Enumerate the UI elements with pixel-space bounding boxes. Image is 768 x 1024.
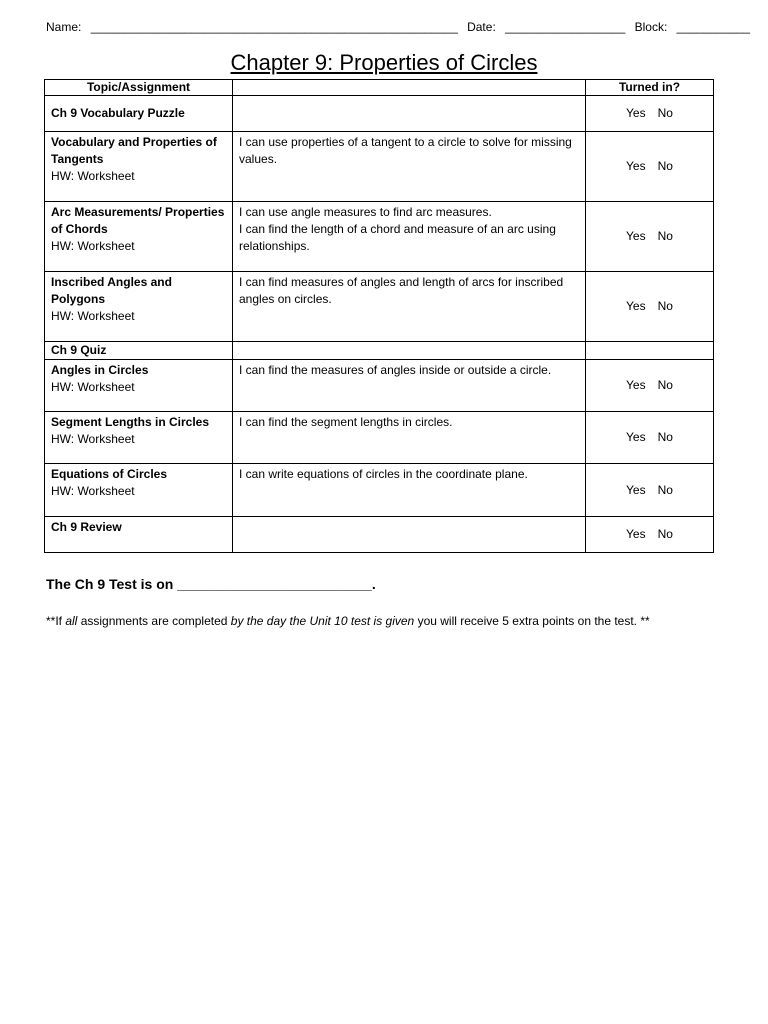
table-row xyxy=(45,464,714,517)
header-turned-in: Turned in? xyxy=(586,80,714,96)
table-row xyxy=(45,342,714,360)
topic-homework: HW: Worksheet xyxy=(51,432,135,446)
goal-cell: I can use properties of a tangent to a circle to solve for missing values. xyxy=(233,132,586,202)
turned-in-cell xyxy=(586,202,714,272)
table-row xyxy=(45,272,714,342)
assignment-table xyxy=(44,79,714,553)
table-row xyxy=(45,517,714,553)
topic-title: Ch 9 Quiz xyxy=(51,343,107,357)
topic-title: Segment Lengths in Circles xyxy=(51,415,210,429)
yes-option[interactable]: Yes xyxy=(626,378,646,392)
topic-title: Ch 9 Review xyxy=(51,520,122,534)
goal-cell: I can use angle measures to find arc measures. I can find the length of a chord and measure of an arc using relationships. xyxy=(233,202,586,272)
turned-in-cell xyxy=(586,517,714,553)
no-option[interactable]: No xyxy=(657,482,673,497)
table-header-row xyxy=(45,80,714,96)
block-label: Block: xyxy=(634,20,668,34)
yes-option[interactable]: Yes xyxy=(626,159,646,173)
turned-in-cell xyxy=(586,342,714,360)
goal-cell xyxy=(233,517,586,553)
note-part: you will receive 5 extra points on the test. ** xyxy=(414,614,650,628)
topic-cell xyxy=(45,272,233,342)
header-goal xyxy=(233,80,586,96)
topic-title: Ch 9 Vocabulary Puzzle xyxy=(51,106,185,120)
no-option[interactable]: No xyxy=(657,106,673,120)
turned-in-cell xyxy=(586,412,714,464)
topic-cell xyxy=(45,202,233,272)
yes-option[interactable]: Yes xyxy=(626,106,646,120)
no-option[interactable]: No xyxy=(657,229,673,243)
note-part: **If xyxy=(46,614,66,628)
yes-option[interactable]: Yes xyxy=(626,482,646,497)
yes-option[interactable]: Yes xyxy=(626,299,646,313)
no-option[interactable]: No xyxy=(657,159,673,173)
topic-homework: HW: Worksheet xyxy=(51,169,135,183)
topic-cell xyxy=(45,342,233,360)
no-option[interactable]: No xyxy=(657,527,673,541)
yes-option[interactable]: Yes xyxy=(626,229,646,243)
turned-in-cell xyxy=(586,96,714,132)
date-blank[interactable]: __________________ xyxy=(505,20,626,34)
topic-cell xyxy=(45,132,233,202)
goal-cell: I can find the measures of angles inside or outside a circle. xyxy=(233,360,586,412)
goal-cell xyxy=(233,342,586,360)
note-part: assignments are completed xyxy=(77,614,231,628)
topic-cell xyxy=(45,360,233,412)
topic-cell xyxy=(45,96,233,132)
test-date-line[interactable]: The Ch 9 Test is on _________________________. xyxy=(46,576,376,592)
extra-credit-note xyxy=(46,614,650,628)
no-option[interactable]: No xyxy=(657,378,673,392)
page-title: Chapter 9: Properties of Circles xyxy=(230,50,538,75)
note-emphasis: by the day the Unit 10 test is given xyxy=(230,614,415,628)
header-topic: Topic/Assignment xyxy=(45,80,233,96)
topic-cell xyxy=(45,412,233,464)
topic-homework: HW: Worksheet xyxy=(51,484,135,498)
goal-cell: I can find measures of angles and length of arcs for inscribed angles on circles. xyxy=(233,272,586,342)
topic-cell xyxy=(45,517,233,553)
topic-title: Arc Measurements/ Properties of Chords xyxy=(51,205,225,236)
topic-cell xyxy=(45,464,233,517)
note-emphasis: all xyxy=(65,614,78,628)
turned-in-cell xyxy=(586,464,714,517)
table-row xyxy=(45,96,714,132)
topic-title: Equations of Circles xyxy=(51,467,168,481)
no-option[interactable]: No xyxy=(657,430,673,444)
topic-title: Vocabulary and Properties of Tangents xyxy=(51,135,217,166)
header-line xyxy=(46,20,751,34)
yes-option[interactable]: Yes xyxy=(626,430,646,444)
goal-cell xyxy=(233,96,586,132)
table-row xyxy=(45,360,714,412)
topic-homework: HW: Worksheet xyxy=(51,380,135,394)
topic-title: Angles in Circles xyxy=(51,363,149,377)
turned-in-cell xyxy=(586,132,714,202)
date-label: Date: xyxy=(467,20,496,34)
topic-title: Inscribed Angles and Polygons xyxy=(51,275,172,306)
goal-cell: I can find the segment lengths in circles. xyxy=(233,412,586,464)
table-row xyxy=(45,202,714,272)
name-blank[interactable]: _______________________________________________________ xyxy=(90,20,458,34)
turned-in-cell xyxy=(586,360,714,412)
table-row xyxy=(45,412,714,464)
turned-in-cell xyxy=(586,272,714,342)
topic-homework: HW: Worksheet xyxy=(51,239,135,253)
table-row xyxy=(45,132,714,202)
yes-option[interactable]: Yes xyxy=(626,527,646,541)
name-label: Name: xyxy=(46,20,82,34)
goal-cell: I can write equations of circles in the coordinate plane. xyxy=(233,464,586,517)
topic-homework: HW: Worksheet xyxy=(51,309,135,323)
no-option[interactable]: No xyxy=(657,299,673,313)
block-blank[interactable]: ___________ xyxy=(676,20,751,34)
